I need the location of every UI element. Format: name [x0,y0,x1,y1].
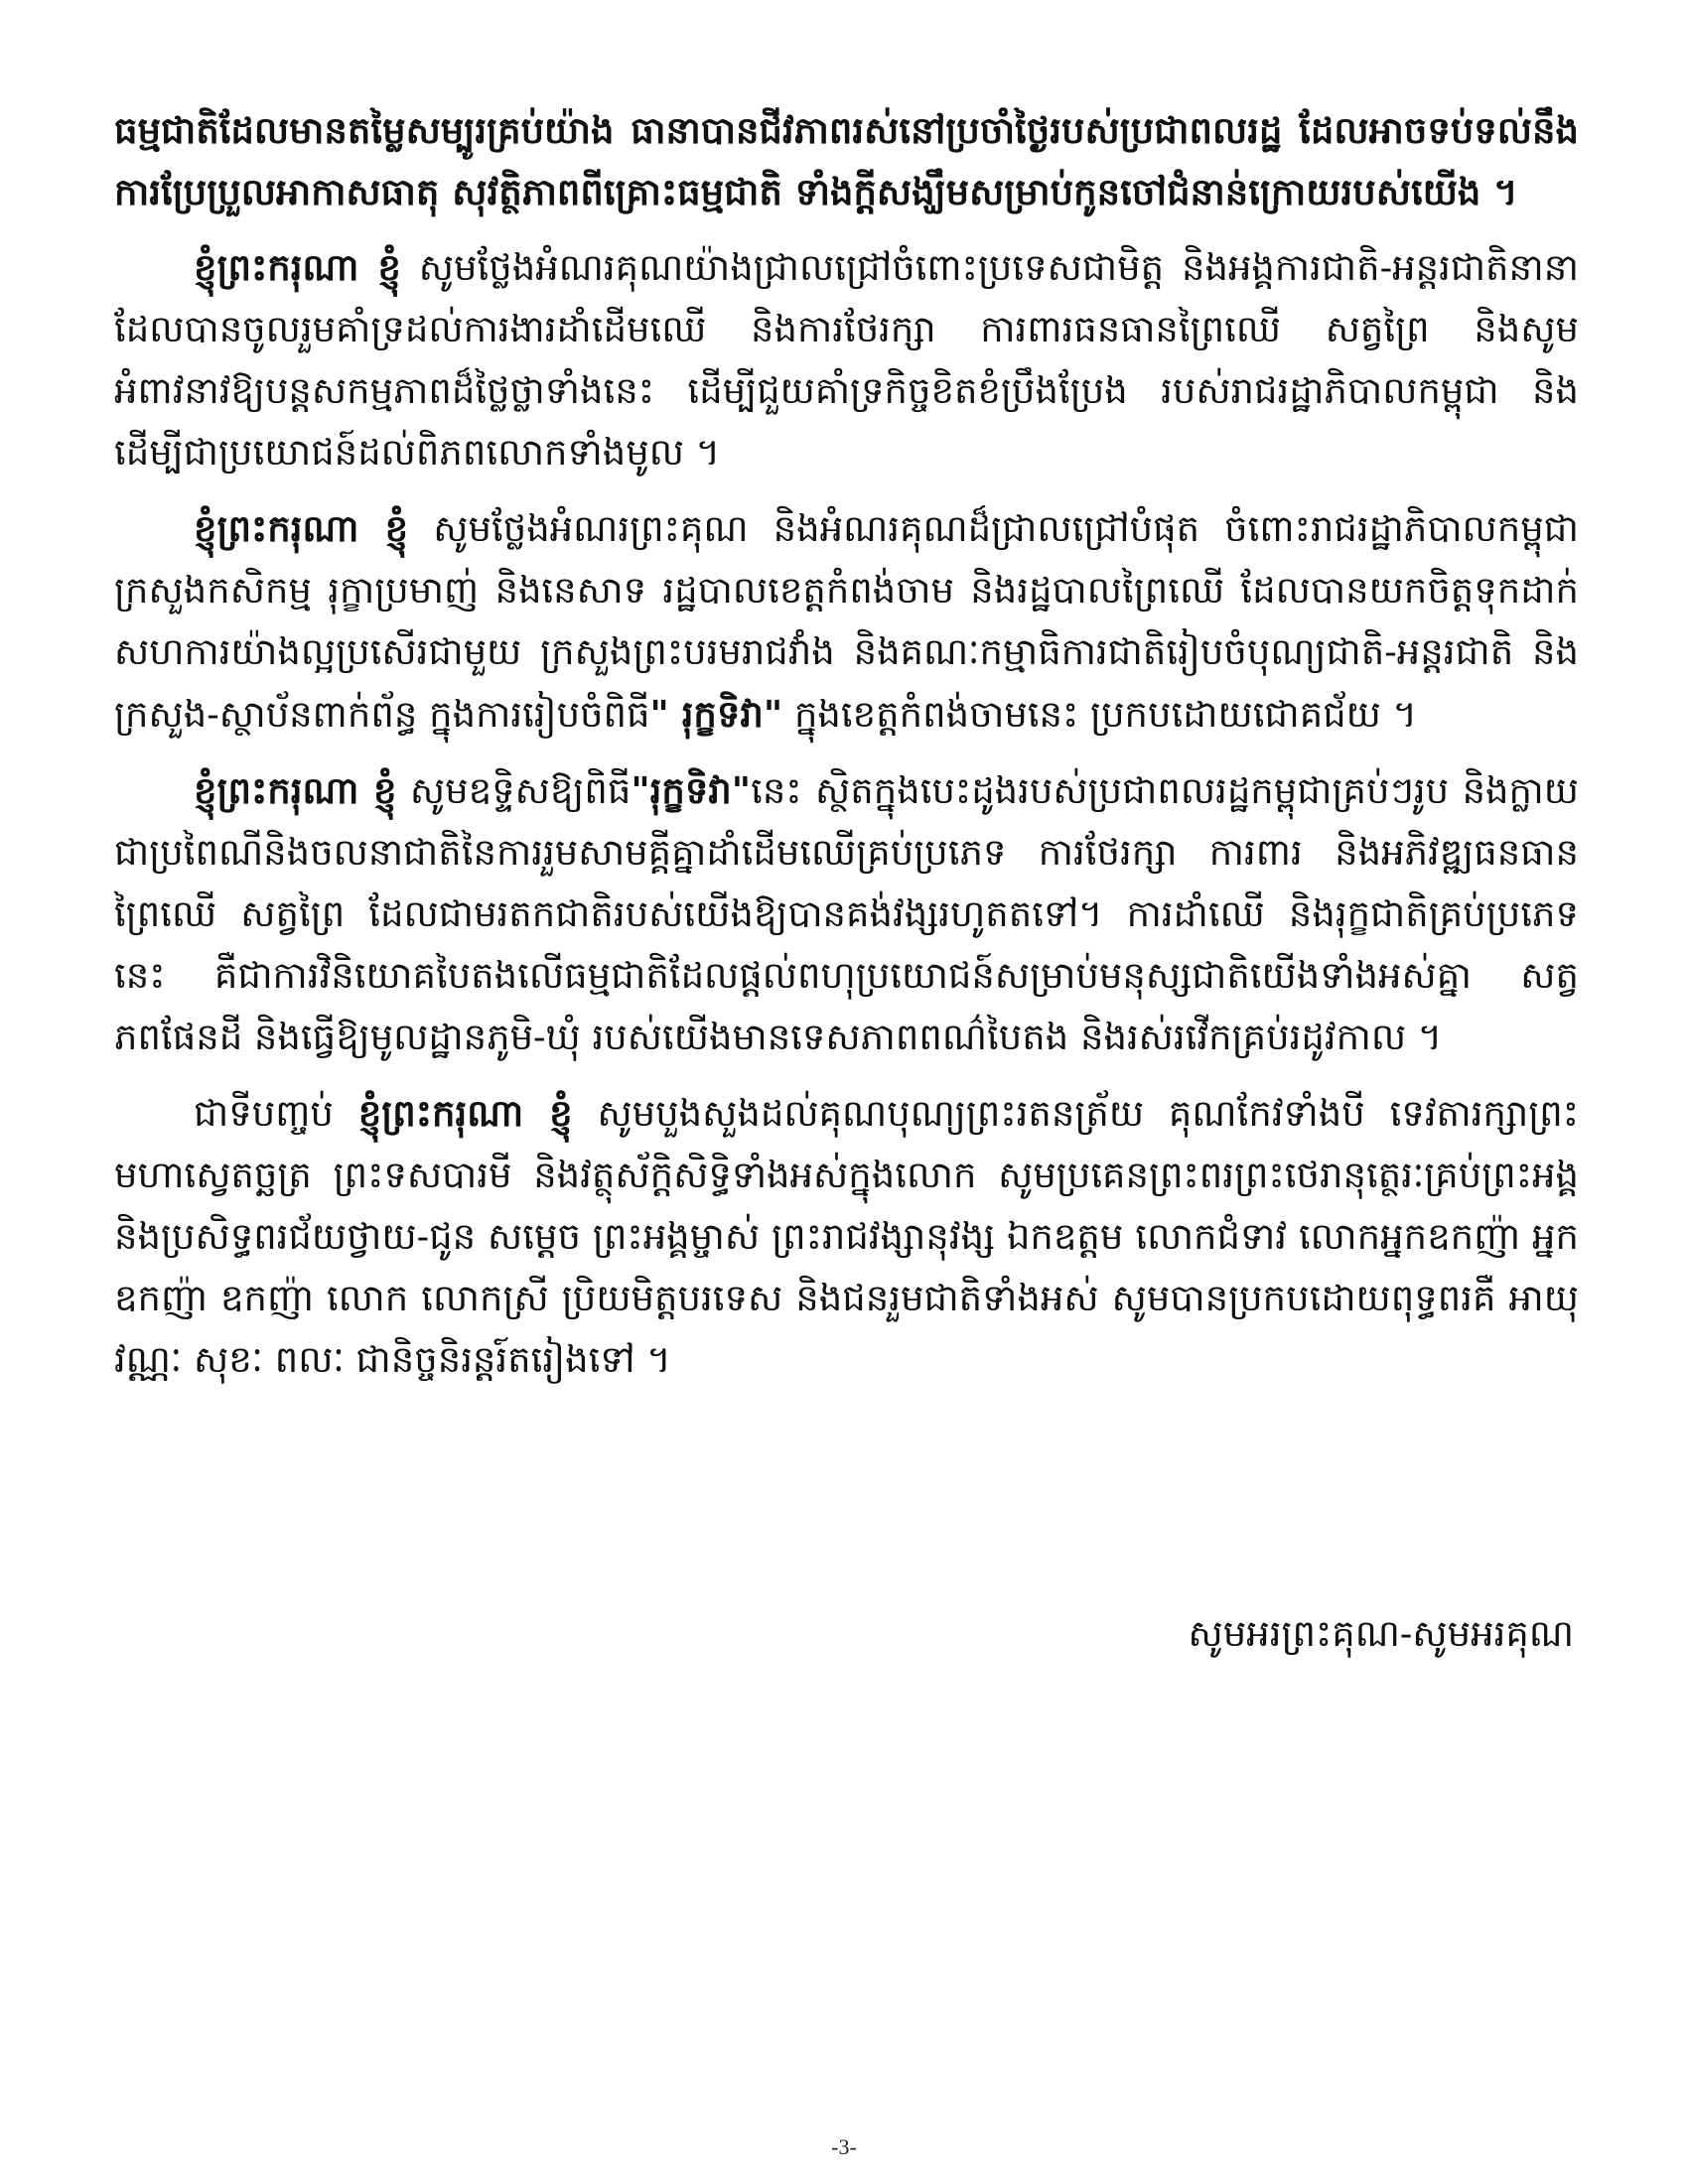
document-body [114,99,1579,1405]
paragraph-5 [114,1082,1579,1391]
paragraph-4 [114,759,1579,1068]
paragraph-3-text: សូមថ្លែងអំណរព្រះគុណ និងអំណរគុណដ៏ជ្រាលជ្រៅបំផុត ចំពោះរាជរដ្ឋាភិបាលកម្ពុជា ក្រសួងកសិកម្ម រុក្ខាប្រមាញ់ និងនេសាទ រដ្ឋបាលខេត្តកំពង់ចាម និងរដ្ឋបាលព្រៃឈើ ដែលបានយកចិត្តទុកដាក់សហការយ៉ាងល្អប្រសើរជាមួយ ក្រសួងព្រះបរមរាជវាំង និងគណៈកម្មាធិការជាតិរៀបចំបុណ្យជាតិ-អន្តរជាតិ និងក្រសួង-ស្ថាប័នពាក់ព័ន្ធ ក្នុងការរៀបចំពិធី [114,507,1579,736]
paragraph-4-tail: នេះ ស្ថិតក្នុងបេះដូងរបស់ប្រជាពលរដ្ឋកម្ពុជាគ្រប់ៗរូប និងក្លាយជាប្រពៃណីនិងចលនាជាតិនៃការរួមសាមគ្គីគ្នាដាំដើមឈើគ្រប់ប្រភេទ ការថែរក្សា ការពារ និងអភិវឌ្ឍធនធានព្រៃឈើ សត្វព្រៃ ដែលជាមរតកជាតិរបស់យើងឱ្យបានគង់វង្សរហូតតទៅ។ ការដាំឈើ និងរុក្ខជាតិគ្រប់ប្រភេទនេះ គឺជាការវិនិយោគបៃតងលើធម្មជាតិដែលផ្ដល់ពហុប្រយោជន៍សម្រាប់មនុស្សជាតិយើងទាំងអស់គ្នា សត្វ ភពផែនដី និងធ្វើឱ្យមូលដ្ឋានភូមិ-ឃុំ របស់យើងមានទេសភាពពណ៌បៃតង និងរស់រវើកគ្រប់រដូវកាល ។ [114,769,1579,1058]
paragraph-3-quote: " រុក្ខទិវា" [649,692,783,736]
paragraph-3 [114,497,1579,746]
page-number: -3- [831,2134,857,2159]
paragraph-3-tail: ក្នុងខេត្តកំពង់ចាមនេះ ប្រកបដោយជោគជ័យ ។ [793,693,1418,736]
paragraph-3-lead: ខ្ញុំព្រះករុណា ខ្ញុំ [194,506,409,550]
paragraph-5-text: សូមបួងសួងដល់គុណបុណ្យព្រះរតនត្រ័យ គុណកែវទាំងបី ទេវតារក្សាព្រះមហាស្វេតច្ឆត្រ ព្រះទសបារមី និងវត្ថុស័ក្តិសិទ្ធិទាំងអស់ក្នុងលោក សូមប្រគេនព្រះពរព្រះថេរានុត្ថេរៈគ្រប់ព្រះអង្គ និងប្រសិទ្ធពរជ័យថ្វាយ-ជូន សម្ដេច ព្រះអង្គម្ចាស់ ព្រះរាជវង្សានុវង្ស ឯកឧត្តម លោកជំទាវ លោកអ្នកឧកញ៉ា អ្នកឧកញ៉ា ឧកញ៉ា លោក លោកស្រី ប្រិយមិត្តបរទេស និងជនរួមជាតិទាំងអស់ សូមបានប្រកបដោយពុទ្ធពរគឺ អាយុ វណ្ណៈ សុខៈ ពលៈ ជានិច្ចនិរន្តរ៍តរៀងទៅ ។ [114,1092,1580,1381]
closing-thanks: សូមអរព្រះគុណ-សូមអរគុណ [1188,1612,1574,1655]
paragraph-4-text: សូមឧទ្ទិសឱ្យពិធី [409,769,632,812]
paragraph-1 [114,99,1579,222]
paragraph-2 [114,236,1579,483]
paragraph-4-quote: "រុក្ខទិវា" [631,768,752,812]
paragraph-5-lead: ខ្ញុំព្រះករុណា ខ្ញុំ [357,1091,573,1135]
paragraph-5-pre: ជាទីបញ្ចប់ [194,1092,334,1135]
paragraph-2-text: សូមថ្លែងអំណរគុណយ៉ាងជ្រាលជ្រៅចំពោះប្រទេសជាមិត្ត និងអង្គការជាតិ-អន្តរជាតិនានា ដែលបានចូលរួមគាំទ្រដល់ការងារដាំដើមឈើ និងការថែរក្សា ការពារធនធានព្រៃឈើ សត្វព្រៃ និងសូមអំពាវនាវឱ្យបន្តសកម្មភាពដ៏ថ្លៃថ្លាទាំងនេះ ដើម្បីជួយគាំទ្រកិច្ចខិតខំប្រឹងប្រែង របស់រាជរដ្ឋាភិបាលកម្ពុជា និងដើម្បីជាប្រយោជន៍ដល់ពិភពលោកទាំងមូល ។ [114,246,1579,474]
paragraph-4-lead: ខ្ញុំព្រះករុណា ខ្ញុំ [194,768,397,812]
paragraph-1-text: ធម្មជាតិដែលមានតម្លៃសម្បូរគ្រប់យ៉ាង ធានាបានជីវភាពរស់នៅប្រចាំថ្ងៃរបស់ប្រជាពលរដ្ឋ ដែលអាចទប់ទល់នឹងការប្រែប្រួលអាកាសធាតុ សុវត្ថិភាពពីគ្រោះធម្មជាតិ ទាំងក្ដីសង្ឃឹមសម្រាប់កូនចៅជំនាន់ក្រោយរបស់យើង ។ [114,108,1579,213]
paragraph-2-lead: ខ្ញុំព្រះករុណា ខ្ញុំ [194,245,401,289]
